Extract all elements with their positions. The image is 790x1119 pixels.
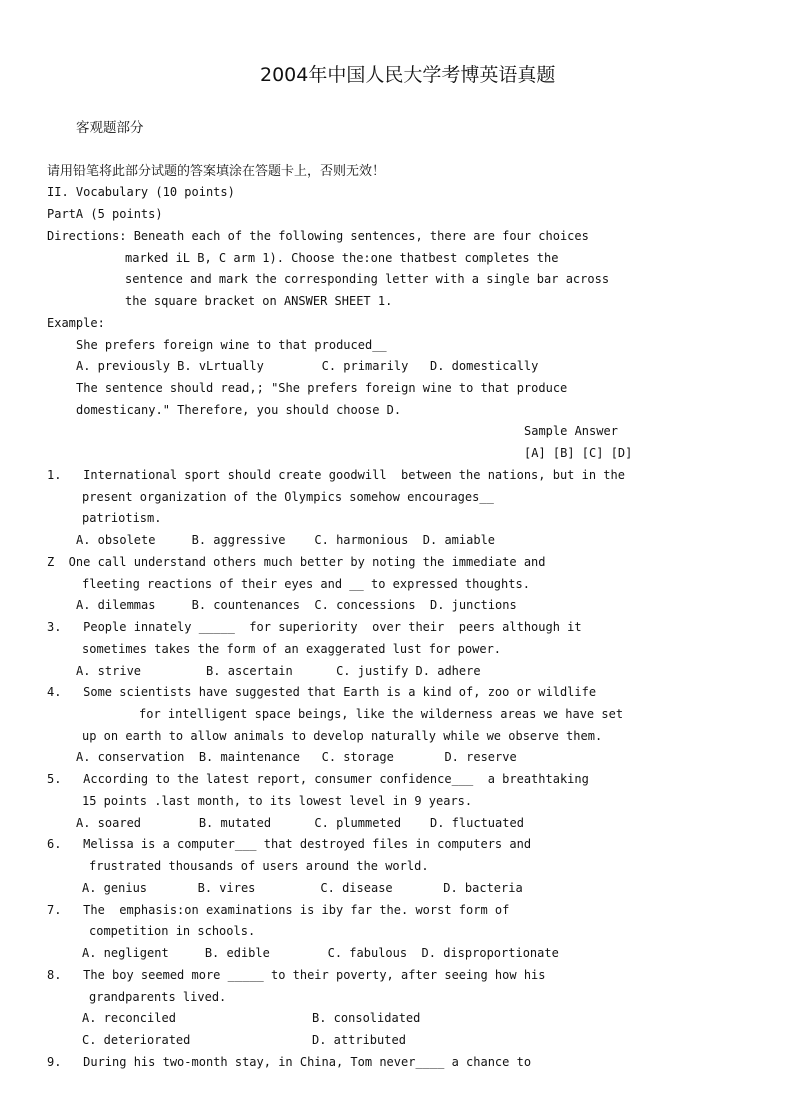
directions-line: sentence and mark the corresponding letter with a single bar across	[125, 272, 610, 286]
question-line: frustrated thousands of users around the world.	[89, 859, 429, 873]
question-line: 15 points .last month, to its lowest level in 9 years.	[82, 794, 473, 808]
section-heading: II. Vocabulary (10 points)	[47, 185, 235, 199]
answer-notice: 请用铅笔将此部分试题的答案填涂在答题卡上，否则无效！	[47, 164, 386, 179]
question-options: A. negligent B. edible C. fabulous D. disproportionate	[82, 946, 559, 960]
option-d: D. attributed	[312, 1033, 406, 1047]
sample-answer-brackets: [A] [B] [C] [D]	[524, 446, 633, 460]
example-label: Example:	[47, 316, 105, 330]
question-options: A. dilemmas B. countenances C. concessions D. junctions	[76, 598, 517, 612]
sample-answer-label: Sample Answer	[524, 424, 618, 438]
question-line: present organization of the Olympics somehow encourages__	[82, 490, 494, 504]
question-line: competition in schools.	[89, 924, 256, 938]
question-options: A. soared B. mutated C. plummeted D. fluctuated	[76, 816, 524, 830]
directions-line: the square bracket on ANSWER SHEET 1.	[125, 294, 393, 308]
question-options: A. strive B. ascertain C. justify D. adhere	[76, 664, 481, 678]
example-options: A. previously B. vLrtually C. primarily D. domestically	[76, 359, 539, 373]
question-line: 6. Melissa is a computer___ that destroyed files in computers and	[47, 837, 532, 851]
option-c: C. deteriorated	[82, 1033, 191, 1047]
example-explanation: domesticany." Therefore, you should choose D.	[76, 403, 402, 417]
question-options: A. obsolete B. aggressive C. harmonious D. amiable	[76, 533, 496, 547]
question-line: for intelligent space beings, like the wilderness areas we have set	[139, 707, 624, 721]
question-line: up on earth to allow animals to develop naturally while we observe them.	[82, 729, 603, 743]
question-line: Z One call understand others much better by noting the immediate and	[47, 555, 546, 569]
question-line: patriotism.	[82, 511, 162, 525]
question-line: 1. International sport should create goodwill between the nations, but in the	[47, 468, 625, 482]
document-title: 2004年中国人民大学考博英语真题	[260, 64, 556, 86]
question-options: A. genius B. vires C. disease D. bacteria	[82, 881, 523, 895]
question-line: 3. People innately _____ for superiority over their peers although it	[47, 620, 582, 634]
question-line: fleeting reactions of their eyes and __ to expressed thoughts.	[82, 577, 530, 591]
section-subtitle: 客观题部分	[76, 120, 144, 136]
option-a: A. reconciled	[82, 1011, 176, 1025]
question-options: A. conservation B. maintenance C. storage D. reserve	[76, 750, 517, 764]
option-b: B. consolidated	[312, 1011, 421, 1025]
directions-line: marked iL B, C arm 1). Choose the:one thatbest completes the	[125, 251, 559, 265]
example-stem: She prefers foreign wine to that produced__	[76, 338, 387, 352]
example-explanation: The sentence should read,; "She prefers foreign wine to that produce	[76, 381, 568, 395]
question-line: 7. The emphasis:on examinations is iby far the. worst form of	[47, 903, 510, 917]
question-line: 9. During his two-month stay, in China, Tom never____ a chance to	[47, 1055, 532, 1069]
directions-line: Directions: Beneath each of the following sentences, there are four choices	[47, 229, 589, 243]
question-line: grandparents lived.	[89, 990, 227, 1004]
question-line: sometimes takes the form of an exaggerated lust for power.	[82, 642, 502, 656]
question-line: 8. The boy seemed more _____ to their poverty, after seeing how his	[47, 968, 546, 982]
question-line: 5. According to the latest report, consumer confidence___ a breathtaking	[47, 772, 589, 786]
question-line: 4. Some scientists have suggested that Earth is a kind of, zoo or wildlife	[47, 685, 597, 699]
part-heading: PartA (5 points)	[47, 207, 163, 221]
